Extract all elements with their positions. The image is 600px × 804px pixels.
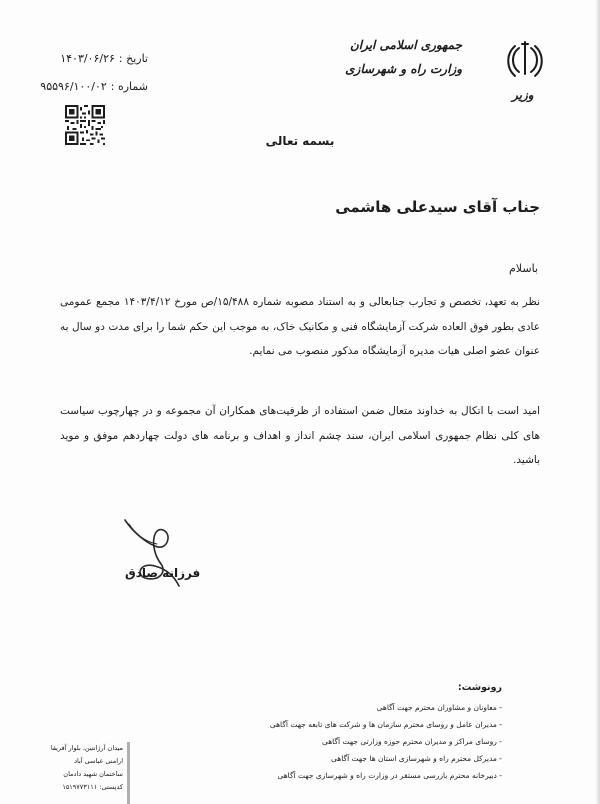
letter-number: [40, 80, 148, 93]
header-ministry: وزارت راه و شهرسازی: [345, 62, 462, 76]
date-label: تاریخ :: [118, 52, 148, 65]
contact-line: کدپستی: ۱۵۱۹۷۷۳۱۱۱: [62, 783, 123, 791]
contact-line: ارامنی عباسی آباد: [74, 757, 123, 765]
cc-title: رونوشت:: [457, 682, 502, 693]
header-office: وزیر: [512, 88, 534, 102]
contact-line: ساختمان شهید دادمان: [63, 770, 123, 778]
basmala: بسمه تعالی: [265, 134, 335, 148]
body-paragraph: امید است با اتکال به خداوند متعال ضمن استفاده از ظرفیت‌های همکاران آن مجموعه و در چهارچوب سیاست های کلی نظام جمهوری اسلامی ایران، سند چشم انداز و اهداف و برنامه های دولت چهاردهم موفق و موید باشید.: [60, 405, 540, 466]
cc-item: - دبیرخانه محترم بازرسی مستقر در وزارت راه و شهرسازی جهت آگاهی: [277, 771, 502, 780]
number-value: ۹۵۵۹۶/۱۰۰/۰۲: [40, 80, 107, 93]
letter-date: [48, 52, 148, 65]
cc-list: [162, 682, 502, 784]
body-paragraph: نظر به تعهد، تخصص و تجارب جنابعالی و به استناد مصوبه شماره ۱۵/۴۸۸/ص مورخ ۱۴۰۳/۴/۱۲ مجمع عمومی عادی بطور فوق العاده شرکت آزمایشگاه فنی و مکانیک خاک، به موجب این حکم شما را برای مدت دو سال به عنوان عضو اصلی هیات مدیره آزمایشگاه مذکور منصوب می نمایم.: [60, 296, 540, 357]
signer-name: فرزانه صادق: [125, 566, 201, 580]
cc-item: - مدیران عامل و روسای محترم سازمان ها و شرکت های تابعه جهت آگاهی: [269, 720, 502, 729]
contact-address: [38, 742, 130, 804]
addressee: جناب آقای سیدعلی هاشمی: [335, 198, 540, 216]
cc-item: - معاونان و مشاوران محترم جهت آگاهی: [376, 703, 502, 712]
contact-line: میدان آرژانتین، بلوار آفریقا: [50, 744, 123, 752]
cc-item: - روسای مراکز و مدیران محترم حوزه وزارتی جهت آگاهی: [321, 737, 502, 746]
greeting: باسلام: [508, 262, 538, 275]
header-country: جمهوری اسلامی ایران: [349, 38, 462, 52]
number-label: شماره :: [110, 80, 148, 93]
scan-edge: [595, 0, 600, 804]
date-value: ۱۴۰۳/۰۶/۲۶: [60, 52, 115, 65]
cc-item: - مدیرکل محترم راه و شهرسازی استان ها جهت آگاهی: [331, 754, 502, 763]
iran-emblem-icon: [505, 38, 545, 80]
